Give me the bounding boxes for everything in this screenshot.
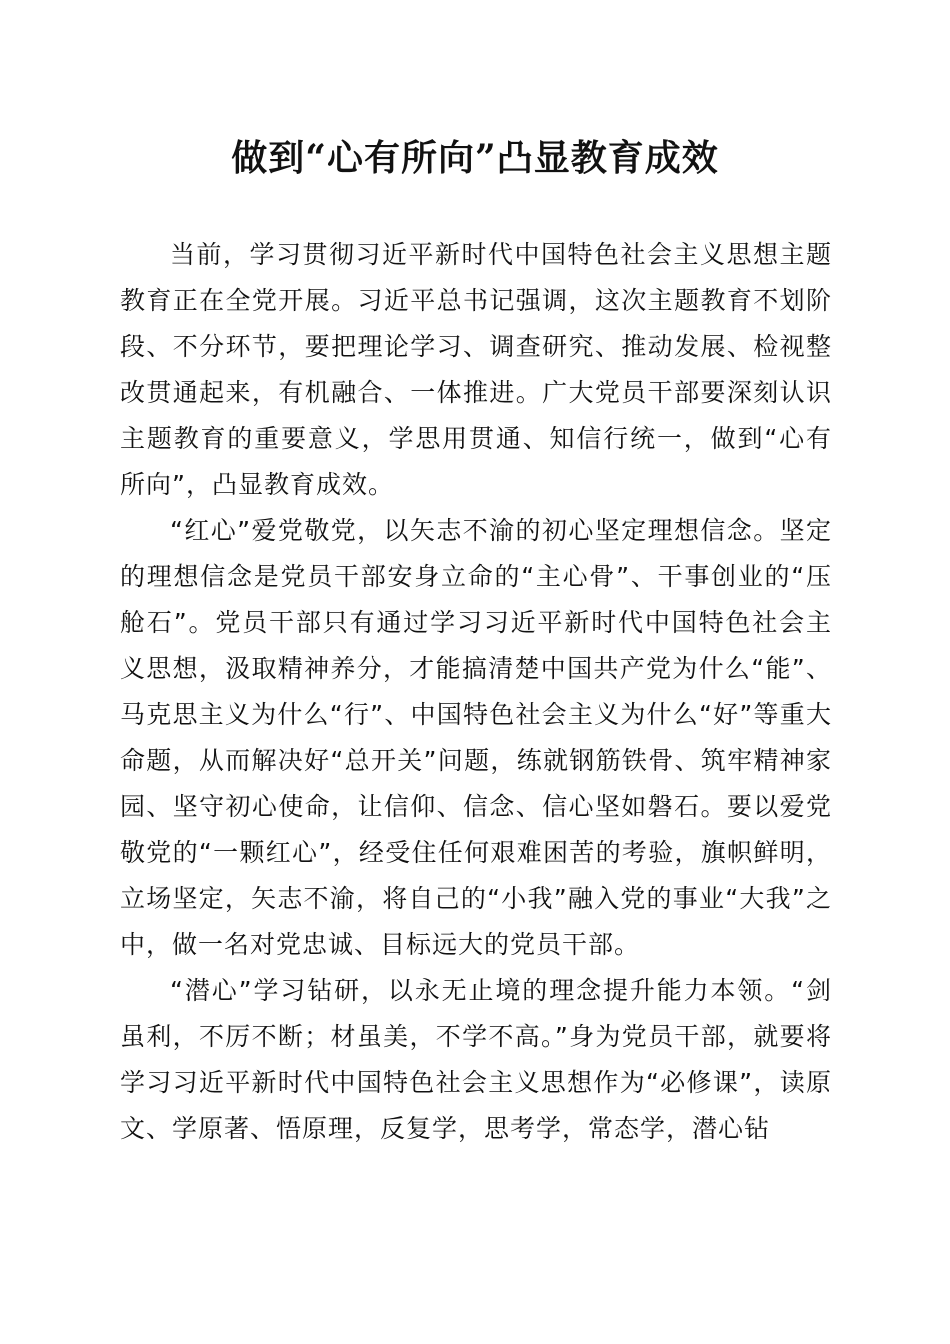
paragraph-intro: 当前，学习贯彻习近平新时代中国特色社会主义思想主题教育正在全党开展。习近平总书记强调，这次主题教育不划阶段、不分环节，要把理论学习、调查研究、推动发展、检视整改贯通起来，有机融合、一体推进。广大党员干部要深刻认识主题教育的重要意义，学思用贯通、知信行统一，做到“心有所向”，凸显教育成效。 [120, 240, 832, 499]
document-title: 做到“心有所向”凸显教育成效 [231, 137, 719, 179]
paragraph-study: “潜心”学习钻研，以永无止境的理念提升能力本领。“剑虽利，不厉不断；材虽美，不学不高。”身为党员干部，就要将学习习近平新时代中国特色社会主义思想作为“必修课”，读原文、学原著、悟原理，反复学，思考学，常态学，潜心钻 [120, 976, 832, 1143]
paragraph-red-heart: “红心”爱党敬党，以矢志不渝的初心坚定理想信念。坚定的理想信念是党员干部安身立命的“主心骨”、干事创业的“压舱石”。党员干部只有通过学习习近平新时代中国特色社会主义思想，汲取精神养分，才能搞清楚中国共产党为什么“能”、马克思主义为什么“行”、中国特色社会主义为什么“好”等重大命题，从而解决好“总开关”问题，练就钢筋铁骨、筑牢精神家园、坚守初心使命，让信仰、信念、信心坚如磐石。要以爱党敬党的“一颗红心”，经受住任何艰难困苦的考验，旗帜鲜明，立场坚定，矢志不渝，将自己的“小我”融入党的事业“大我”之中，做一名对党忠诚、目标远大的党员干部。 [120, 516, 832, 959]
document-body [120, 232, 832, 1152]
